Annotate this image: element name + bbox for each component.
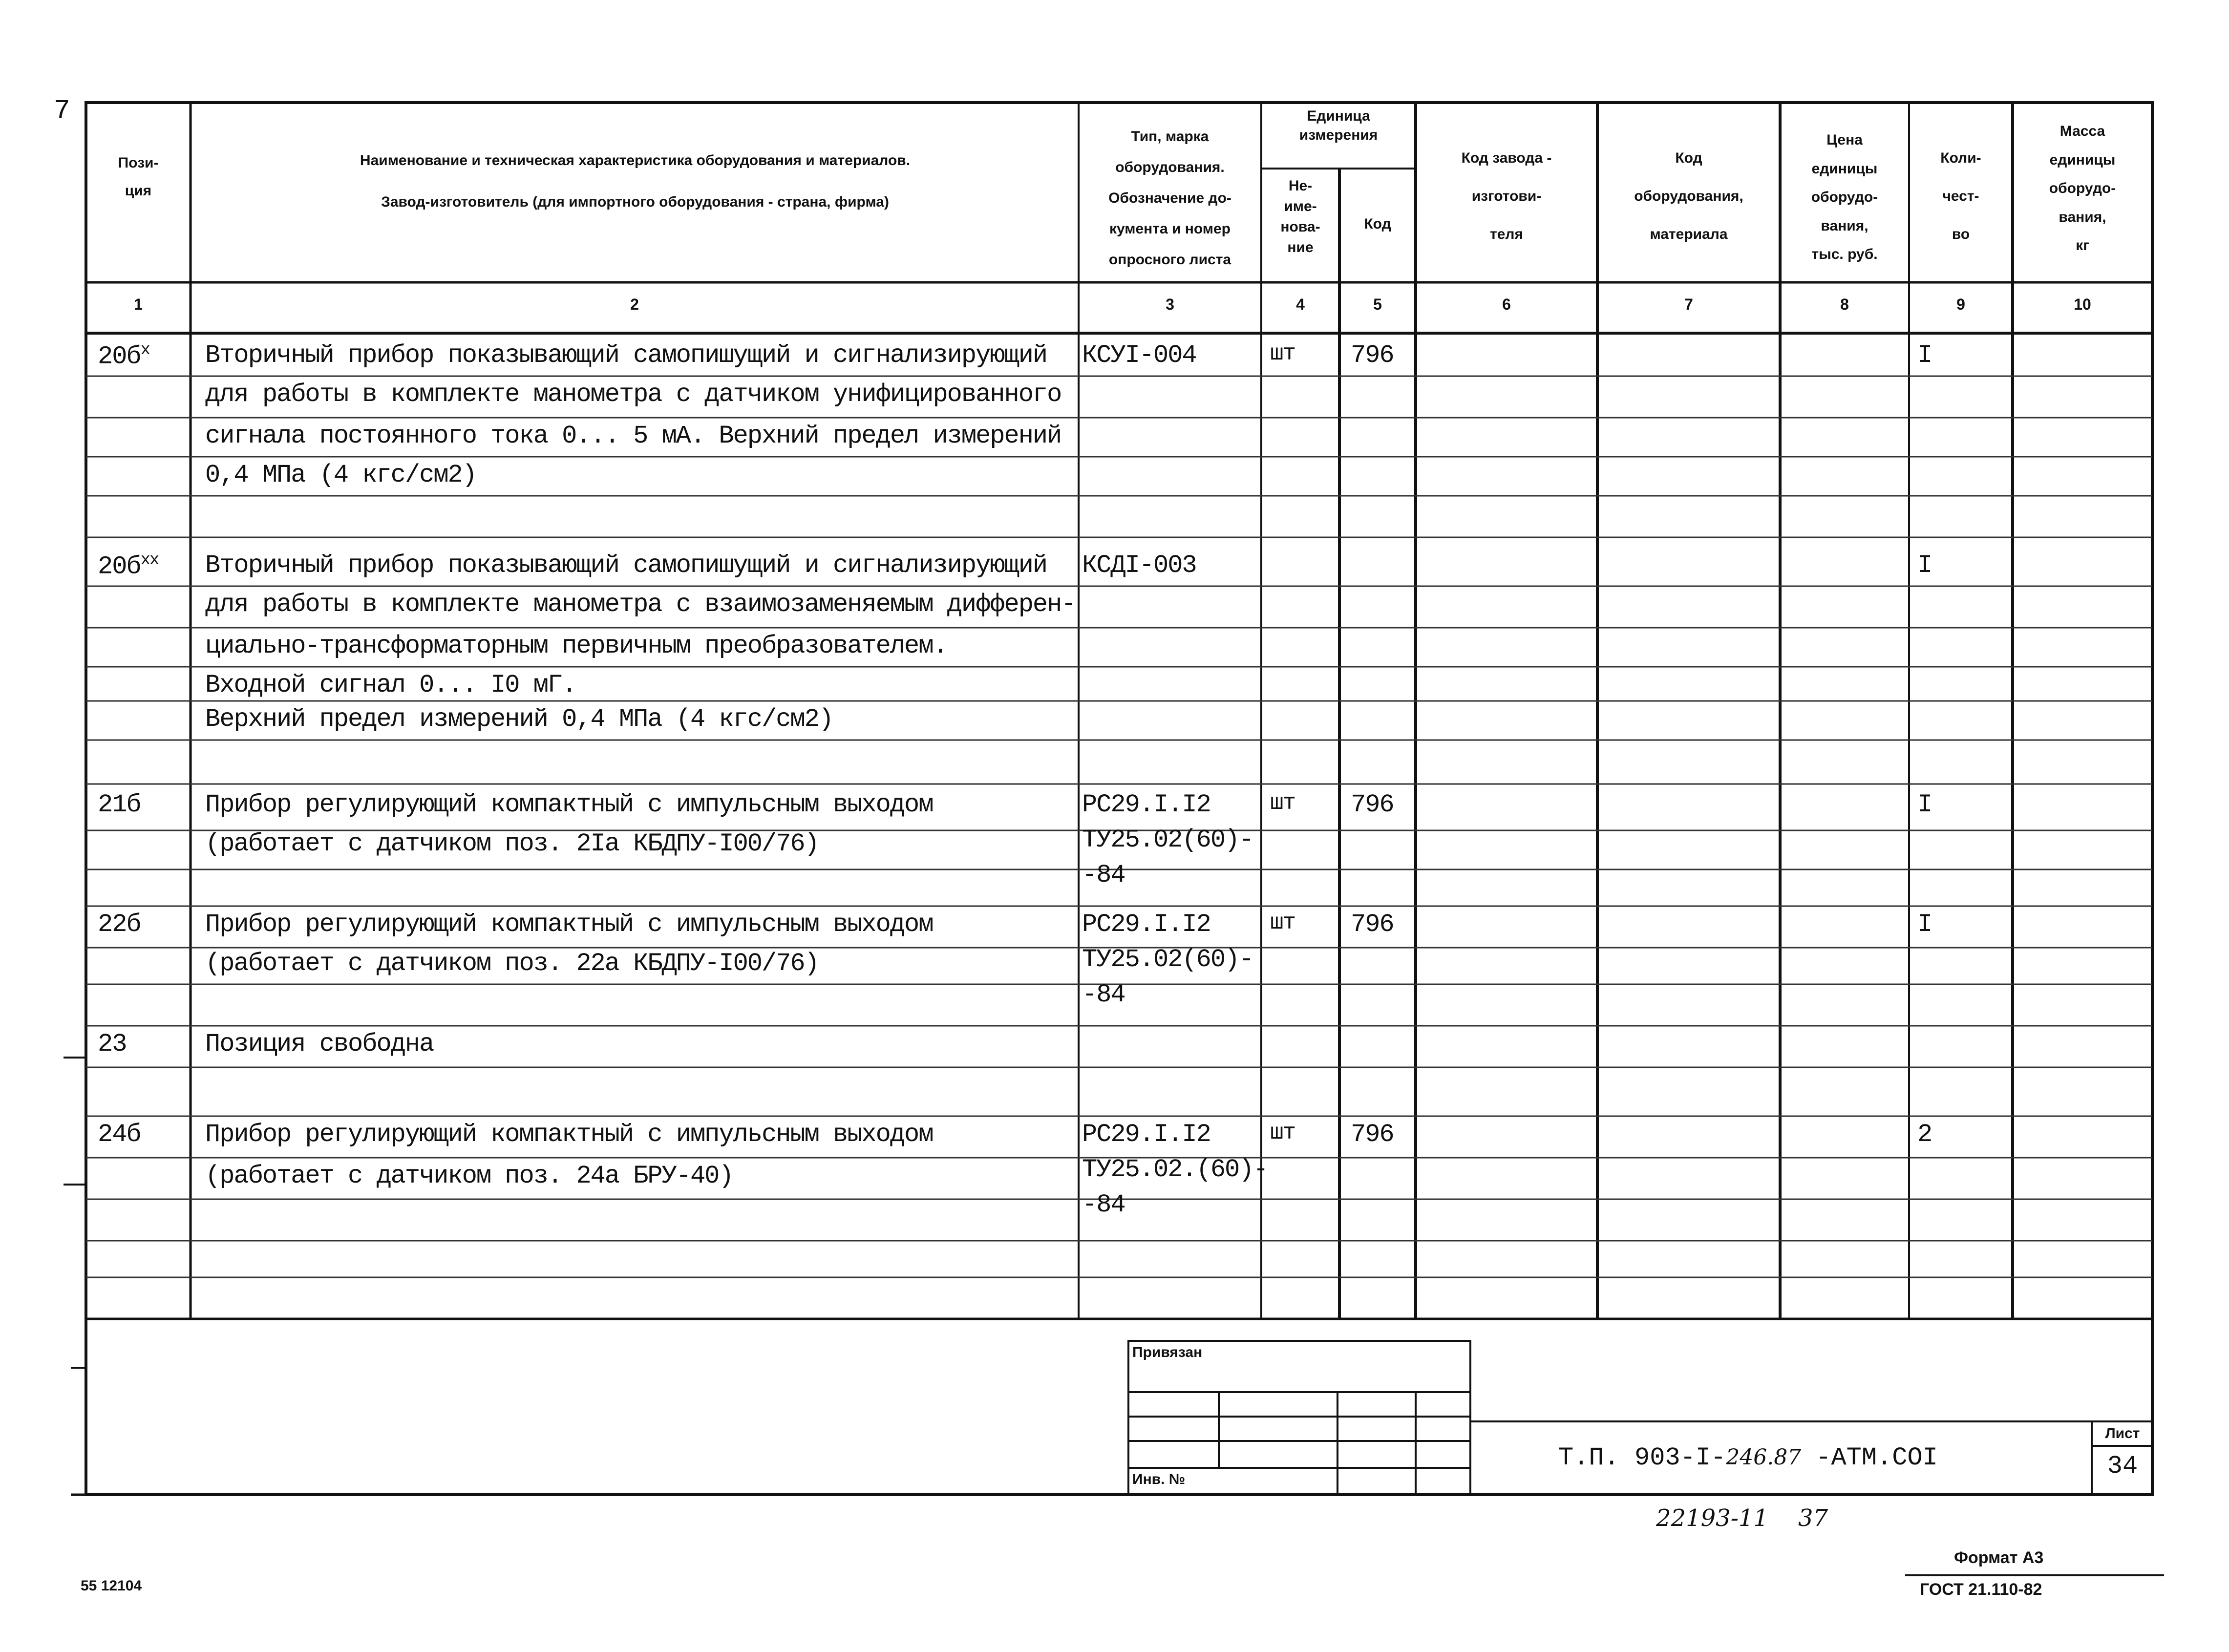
unit-code: 796 <box>1351 790 1394 819</box>
unit-code: 796 <box>1351 1120 1394 1149</box>
position-cell <box>98 1120 141 1149</box>
unit-name: шт <box>1270 910 1295 935</box>
description-line: для работы в комплекте манометра с взаимозаменяемым дифферен- <box>205 590 1076 619</box>
type-mark-line: РС29.I.I2 <box>1082 790 1210 819</box>
column-number: 8 <box>1840 296 1849 313</box>
unit-name: шт <box>1270 341 1295 366</box>
position-cell <box>98 551 158 581</box>
column-number: 6 <box>1502 296 1511 313</box>
column-number: 3 <box>1166 296 1174 313</box>
column-number: 10 <box>2074 296 2091 313</box>
doc-suffix: -АТМ.СОI <box>1816 1443 1938 1472</box>
sheet-label: Лист <box>2105 1425 2140 1441</box>
description-line: Вторичный прибор показывающий самопишущий и сигнализирующий <box>205 341 1047 370</box>
header-price: Цена единицы оборудо- вания, тыс. руб. <box>1811 132 1878 262</box>
header-factory-code: Код завода - изготови- теля <box>1461 150 1552 242</box>
type-mark-line: -84 <box>1082 980 1125 1009</box>
description-line: Входной сигнал 0... I0 мГ. <box>205 671 576 699</box>
unit-name: шт <box>1270 790 1295 816</box>
type-mark-line: КСУI-004 <box>1082 341 1196 370</box>
quantity: 2 <box>1917 1120 1932 1149</box>
column-number: 2 <box>630 296 639 313</box>
sheet-number: 34 <box>2107 1452 2138 1481</box>
stamp-inv-no: Инв. № <box>1132 1471 1186 1487</box>
type-mark-line: -84 <box>1082 1190 1125 1219</box>
doc-prefix: Т.П. 903-I- <box>1558 1443 1726 1472</box>
header-type: Тип, марка оборудования. Обозначение до- кумента и номер опросного листа <box>1108 128 1231 268</box>
position-number: 24б <box>98 1120 141 1149</box>
description-line: (работает с датчиком поз. 22а КБДПУ-I00/76) <box>205 949 819 978</box>
description-line: Прибор регулирующий компактный с импульсным выходом <box>205 910 933 939</box>
header-unit-code: Код <box>1364 216 1391 232</box>
quantity: I <box>1917 341 1932 370</box>
column-number: 7 <box>1684 296 1693 313</box>
type-mark-line: ТУ25.02(60)- <box>1082 945 1253 974</box>
position-superscript: xx <box>140 551 159 570</box>
position-number: 20б <box>98 342 141 371</box>
type-mark-line: РС29.I.I2 <box>1082 1120 1210 1149</box>
type-mark-line: -84 <box>1082 861 1125 890</box>
description-line: Верхний предел измерений 0,4 МПа (4 кгс/см2) <box>205 705 833 734</box>
unit-code: 796 <box>1351 910 1394 939</box>
unit-name: шт <box>1270 1120 1295 1145</box>
handwritten-inventory: 22193-11 37 <box>1656 1504 1828 1532</box>
document-designation <box>1558 1443 1938 1472</box>
description-line: Прибор регулирующий компактный с импульсным выходом <box>205 790 933 819</box>
position-cell <box>98 1030 126 1059</box>
footer-left-code: 55 12104 <box>81 1578 142 1594</box>
quantity: I <box>1917 910 1932 939</box>
header-mass: Масса единицы оборудо- вания, кг <box>2049 123 2116 254</box>
position-cell <box>98 341 149 371</box>
position-superscript: x <box>140 341 150 360</box>
column-number: 9 <box>1956 296 1965 313</box>
unit-code: 796 <box>1351 341 1394 370</box>
header-unit-name: Не- име- нова- ние <box>1280 178 1320 255</box>
header-position: Пози- ция <box>118 155 159 199</box>
type-mark-line: КСДI-003 <box>1082 551 1196 580</box>
description-line: для работы в комплекте манометра с датчиком унифицированного <box>205 380 1061 409</box>
description-line: циально-трансформаторным первичным преобразователем. <box>205 632 947 660</box>
description-line: Позиция свободна <box>205 1030 434 1059</box>
position-number: 22б <box>98 910 141 939</box>
quantity: I <box>1917 551 1932 580</box>
description-line: сигнала постоянного тока 0... 5 мА. Верхний предел измерений <box>205 422 1061 450</box>
position-cell <box>98 790 141 819</box>
header-unit: Единица измерения <box>1299 108 1378 143</box>
footer-format: Формат А3 <box>1954 1548 2044 1567</box>
type-mark-line: ТУ25.02(60)- <box>1082 826 1253 854</box>
corner-mark: 7 <box>54 95 70 127</box>
quantity: I <box>1917 790 1932 819</box>
description-line: (работает с датчиком поз. 24а БРУ-40) <box>205 1162 733 1190</box>
description-line: (работает с датчиком поз. 2Iа КБДПУ-I00/76) <box>205 829 819 858</box>
doc-handwritten-number: 246.87 <box>1726 1445 1802 1470</box>
type-mark-line: РС29.I.I2 <box>1082 910 1210 939</box>
footer-gost: ГОСТ 21.110-82 <box>1920 1580 2042 1599</box>
column-number: 4 <box>1296 296 1305 313</box>
description-line: Вторичный прибор показывающий самопишущий и сигнализирующий <box>205 551 1047 580</box>
header-quantity: Коли- чест- во <box>1940 150 1981 242</box>
description-line: Прибор регулирующий компактный с импульсным выходом <box>205 1120 933 1149</box>
type-mark-line: ТУ25.02.(60)- <box>1082 1155 1268 1184</box>
header-name-line1: Наименование и техническая характеристика оборудования и материалов. <box>360 152 911 169</box>
column-number: 1 <box>134 296 143 313</box>
position-number: 21б <box>98 790 141 819</box>
position-number: 23 <box>98 1030 127 1059</box>
stamp-privyazan: Привязан <box>1132 1344 1203 1360</box>
description-line: 0,4 МПа (4 кгс/см2) <box>205 461 476 489</box>
column-number: 5 <box>1373 296 1382 313</box>
position-number: 20б <box>98 552 141 581</box>
header-equipment-code: Код оборудования, материала <box>1634 150 1743 242</box>
header-name-line2: Завод-изготовитель (для импортного оборудования - страна, фирма) <box>381 194 889 210</box>
position-cell <box>98 910 141 939</box>
